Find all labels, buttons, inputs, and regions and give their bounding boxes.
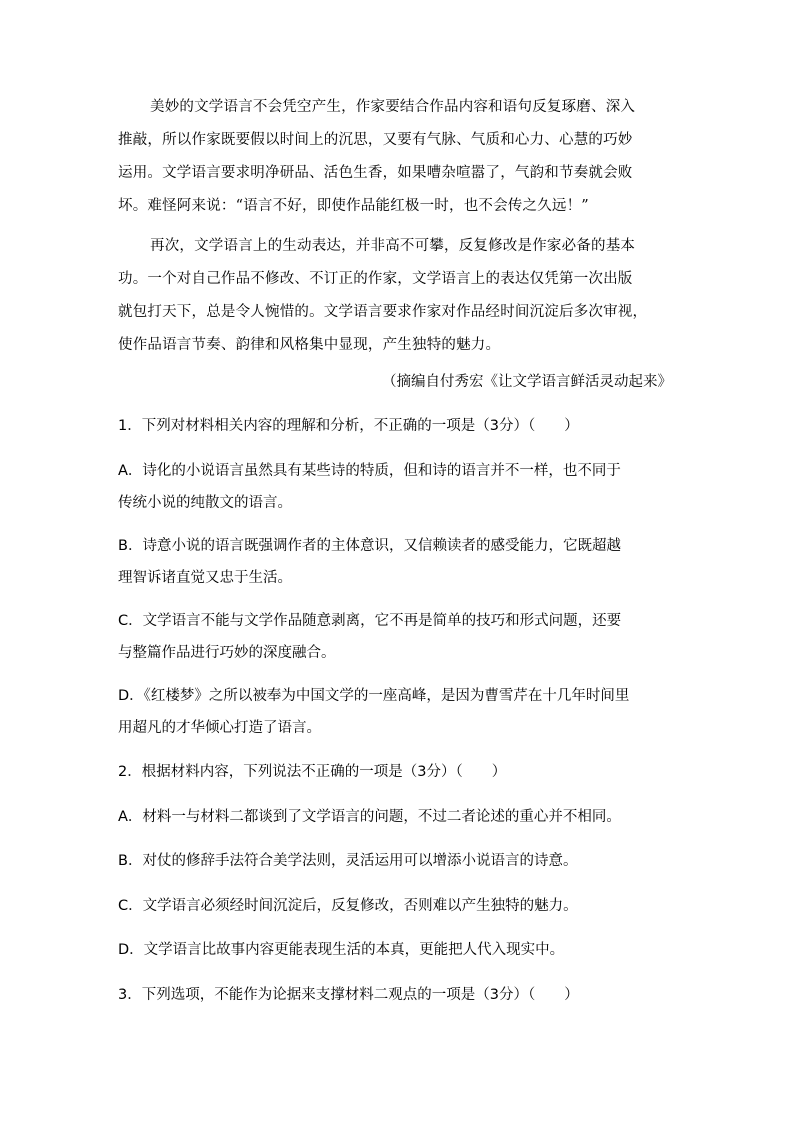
option-text: B．对仗的修辞手法符合美学法则，灵活运用可以增添小说语言的诗意。 (118, 853, 578, 869)
question-1-option-d (118, 680, 678, 744)
option-text: C．文学语言必须经时间沉淀后，反复修改，否则难以产生独特的魅力。 (118, 898, 578, 914)
question-stem-text: 3．下列选项，不能作为论据来支撑材料二观点的一项是（3分）（ ） (118, 987, 579, 1003)
option-text: A．诗化的小说语言虽然具有某些诗的特质，但和诗的语言并不一样，也不同于 (118, 463, 621, 479)
passage-line: 美妙的文学语言不会凭空产生，作家要结合作品内容和语句反复琢磨、深入 (150, 99, 636, 115)
option-text: D．《红楼梦》之所以被奉为中国文学的一座高峰，是因为曹雪芹在十几年时间里 (118, 688, 630, 704)
option-text: 与整篇作品进行巧妙的深度融合。 (118, 645, 336, 661)
passage-line: 功。一个对自己作品不修改、不订正的作家，文学语言上的表达仅凭第一次出版 (118, 271, 633, 287)
question-2-option-c (118, 890, 678, 922)
question-2-option-d (118, 934, 678, 966)
passage-line: 使作品语言节奏、韵律和风格集中显现，产生独特的魅力。 (118, 337, 501, 353)
passage-paragraph-1 (118, 91, 678, 223)
option-text: D．文学语言比故事内容更能表现生活的本真，更能把人代入现实中。 (118, 942, 565, 958)
passage-line: 再次，文学语言上的生动表达，并非高不可攀，反复修改是作家必备的基本 (150, 238, 636, 254)
question-1-stem (118, 410, 678, 442)
question-2-option-a (118, 801, 678, 833)
option-text: B．诗意小说的语言既强调作者的主体意识，又信赖读者的感受能力，它既超越 (118, 538, 621, 554)
question-stem-text: 2．根据材料内容，下列说法不正确的一项是（3分）（ ） (118, 764, 507, 780)
question-3-stem (118, 979, 678, 1011)
question-2-stem (118, 756, 678, 788)
passage-paragraph-2 (118, 230, 678, 362)
question-1-option-c (118, 605, 678, 669)
option-text: C．文学语言不能与文学作品随意剥离，它不再是简单的技巧和形式问题，还要 (118, 613, 622, 629)
option-text: 理智诉诸直觉又忠于生活。 (118, 570, 292, 586)
passage-source: （摘编自付秀宏《让文学语言鲜活灵动起来》 (382, 374, 672, 390)
option-text: A．材料一与材料二都谈到了文学语言的问题，不过二者论述的重心并不相同。 (118, 809, 621, 825)
passage-line: 运用。文学语言要求明净研品、活色生香，如果嘈杂喧嚣了，气韵和节奏就会败 (118, 165, 633, 181)
passage-line: 坏。难怪阿来说：“语言不好，即使作品能红极一时，也不会传之久远！” (118, 198, 589, 214)
option-text: 传统小说的纯散文的语言。 (118, 495, 292, 511)
passage-line: 推敲，所以作家既要假以时间上的沉思，又要有气脉、气质和心力、心慧的巧妙 (118, 132, 633, 148)
passage-line: 就包打天下，总是令人惋惜的。文学语言要求作家对作品经时间沉淀后多次审视， (118, 304, 648, 320)
question-1-option-b (118, 530, 678, 594)
question-stem-text: 1．下列对材料相关内容的理解和分析，不正确的一项是（3分）（ ） (118, 418, 579, 434)
question-2-option-b (118, 845, 678, 877)
question-1-option-a (118, 455, 678, 519)
option-text: 用超凡的才华倾心打造了语言。 (118, 720, 321, 736)
